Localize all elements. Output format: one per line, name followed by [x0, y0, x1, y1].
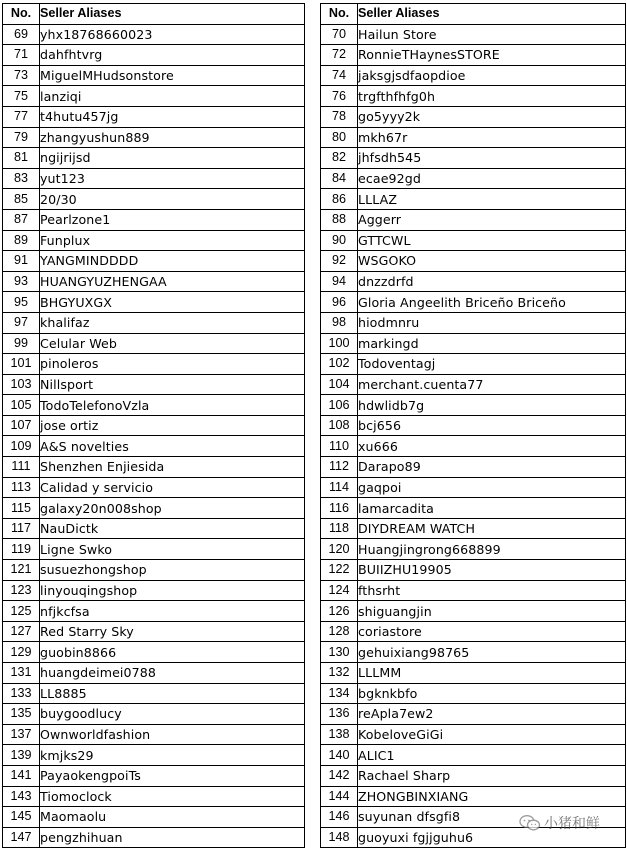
seller-alias: HUANGYUZHENGAA	[40, 271, 305, 292]
table-row	[321, 65, 626, 86]
table-row	[321, 230, 626, 251]
row-number: 96	[321, 292, 358, 313]
seller-alias: NauDictk	[40, 518, 305, 539]
row-number: 108	[321, 415, 358, 436]
row-number: 111	[3, 457, 40, 478]
seller-alias: BHGYUXGX	[40, 292, 305, 313]
table-row	[321, 457, 626, 478]
table-row	[321, 786, 626, 807]
seller-alias: go5yyy2k	[358, 106, 626, 127]
row-number: 136	[321, 704, 358, 725]
table-row	[321, 683, 626, 704]
seller-alias: pinoleros	[40, 354, 305, 375]
row-number: 114	[321, 477, 358, 498]
table-row	[3, 189, 305, 210]
seller-alias: pengzhihuan	[40, 827, 305, 848]
row-number: 112	[321, 457, 358, 478]
table-row	[3, 292, 305, 313]
seller-alias: gehuixiang98765	[358, 642, 626, 663]
row-number: 140	[321, 745, 358, 766]
seller-alias: guobin8866	[40, 642, 305, 663]
table-row	[321, 354, 626, 375]
row-number: 119	[3, 539, 40, 560]
seller-alias: nfjkcfsa	[40, 601, 305, 622]
row-number: 76	[321, 86, 358, 107]
row-number: 145	[3, 807, 40, 828]
table-row	[3, 65, 305, 86]
table-row	[321, 106, 626, 127]
seller-alias: bcj656	[358, 415, 626, 436]
seller-alias: LLLAZ	[358, 189, 626, 210]
table-row	[3, 724, 305, 745]
table-row	[3, 395, 305, 416]
seller-alias: guoyuxi fgjjguhu6	[358, 827, 626, 848]
row-number: 102	[321, 354, 358, 375]
row-number: 113	[3, 477, 40, 498]
seller-alias: Celular Web	[40, 333, 305, 354]
table-row	[321, 415, 626, 436]
seller-alias: KobeloveGiGi	[358, 724, 626, 745]
table-row	[3, 168, 305, 189]
seller-alias: merchant.cuenta77	[358, 374, 626, 395]
row-number: 79	[3, 127, 40, 148]
table-row	[3, 251, 305, 272]
row-number: 90	[321, 230, 358, 251]
seller-alias: coriastore	[358, 621, 626, 642]
table-row	[3, 230, 305, 251]
seller-alias: t4hutu457jg	[40, 106, 305, 127]
table-row	[3, 374, 305, 395]
row-number: 133	[3, 683, 40, 704]
table-row	[321, 292, 626, 313]
seller-alias: jhfsdh545	[358, 148, 626, 169]
table-row	[3, 312, 305, 333]
seller-alias: huangdeimei0788	[40, 663, 305, 684]
row-number: 98	[321, 312, 358, 333]
row-number: 134	[321, 683, 358, 704]
seller-alias: gaqpoi	[358, 477, 626, 498]
row-number: 91	[3, 251, 40, 272]
seller-alias: LL8885	[40, 683, 305, 704]
watermark	[519, 812, 623, 834]
table-row	[321, 436, 626, 457]
row-number: 87	[3, 209, 40, 230]
row-number: 123	[3, 580, 40, 601]
row-number: 116	[321, 498, 358, 519]
table-row	[3, 683, 305, 704]
row-number: 72	[321, 45, 358, 66]
row-number: 132	[321, 663, 358, 684]
seller-alias: jaksgjsdfaopdioe	[358, 65, 626, 86]
seller-alias: linyouqingshop	[40, 580, 305, 601]
row-number: 115	[3, 498, 40, 519]
table-row	[321, 189, 626, 210]
row-number: 95	[3, 292, 40, 313]
table-row	[321, 251, 626, 272]
seller-alias: galaxy20n008shop	[40, 498, 305, 519]
table-row	[3, 827, 305, 848]
row-number: 69	[3, 24, 40, 45]
table-row	[3, 704, 305, 725]
table-row	[3, 86, 305, 107]
table-row	[3, 477, 305, 498]
table-row	[3, 415, 305, 436]
row-number: 78	[321, 106, 358, 127]
seller-alias: reApla7ew2	[358, 704, 626, 725]
table-row	[321, 704, 626, 725]
row-number: 126	[321, 601, 358, 622]
table-row	[3, 807, 305, 828]
seller-alias: Aggerr	[358, 209, 626, 230]
row-number: 70	[321, 24, 358, 45]
table-row	[3, 745, 305, 766]
alias-header: Seller Aliases	[358, 4, 626, 25]
table-row	[3, 209, 305, 230]
table-row	[321, 148, 626, 169]
row-number: 124	[321, 580, 358, 601]
row-number: 117	[3, 518, 40, 539]
table-row	[3, 45, 305, 66]
table-row	[321, 560, 626, 581]
seller-alias: kmjks29	[40, 745, 305, 766]
seller-alias: Tiomoclock	[40, 786, 305, 807]
seller-alias: ALIC1	[358, 745, 626, 766]
table-row	[3, 333, 305, 354]
right-table-body	[321, 24, 626, 848]
row-number: 129	[3, 642, 40, 663]
table-row	[3, 498, 305, 519]
seller-alias: Hailun Store	[358, 24, 626, 45]
seller-alias: 20/30	[40, 189, 305, 210]
row-number: 86	[321, 189, 358, 210]
seller-alias: DIYDREAM WATCH	[358, 518, 626, 539]
row-number: 92	[321, 251, 358, 272]
seller-alias: LLLMM	[358, 663, 626, 684]
row-number: 130	[321, 642, 358, 663]
row-number: 99	[3, 333, 40, 354]
table-row	[321, 539, 626, 560]
alias-header: Seller Aliases	[40, 4, 305, 25]
row-number: 97	[3, 312, 40, 333]
seller-alias: ZHONGBINXIANG	[358, 786, 626, 807]
row-number: 138	[321, 724, 358, 745]
table-row	[321, 374, 626, 395]
row-number: 93	[3, 271, 40, 292]
seller-alias: xu666	[358, 436, 626, 457]
seller-alias: RonnieTHaynesSTORE	[358, 45, 626, 66]
seller-alias: lanziqi	[40, 86, 305, 107]
seller-alias: lamarcadita	[358, 498, 626, 519]
seller-alias: Pearlzone1	[40, 209, 305, 230]
row-number: 100	[321, 333, 358, 354]
table-row	[321, 209, 626, 230]
row-number: 109	[3, 436, 40, 457]
table-row	[3, 539, 305, 560]
seller-table-right	[320, 3, 626, 848]
seller-alias: A&S novelties	[40, 436, 305, 457]
table-row	[3, 560, 305, 581]
row-number: 125	[3, 601, 40, 622]
seller-alias: dahfhtvrg	[40, 45, 305, 66]
row-number: 105	[3, 395, 40, 416]
number-header: No.	[3, 4, 40, 25]
table-row	[321, 498, 626, 519]
seller-alias: Huangjingrong668899	[358, 539, 626, 560]
header-row	[3, 4, 305, 25]
table-row	[3, 106, 305, 127]
seller-alias: TodoTelefonoVzla	[40, 395, 305, 416]
seller-alias: Nillsport	[40, 374, 305, 395]
watermark-text: 小猪和鲜	[544, 816, 600, 832]
seller-alias: suyunan dfsgfi8	[358, 807, 626, 828]
wechat-logo-icon	[519, 814, 541, 832]
seller-alias: Maomaolu	[40, 807, 305, 828]
seller-alias: fthsrht	[358, 580, 626, 601]
table-row	[3, 127, 305, 148]
seller-alias: Funplux	[40, 230, 305, 251]
number-header: No.	[321, 4, 358, 25]
table-row	[321, 168, 626, 189]
seller-alias: Shenzhen Enjiesida	[40, 457, 305, 478]
row-number: 110	[321, 436, 358, 457]
row-number: 144	[321, 786, 358, 807]
table-row	[3, 518, 305, 539]
row-number: 131	[3, 663, 40, 684]
seller-alias: Gloria Angeelith Briceño Briceño	[358, 292, 626, 313]
row-number: 83	[3, 168, 40, 189]
table-row	[3, 354, 305, 375]
seller-alias: Darapo89	[358, 457, 626, 478]
row-number: 82	[321, 148, 358, 169]
row-number: 88	[321, 209, 358, 230]
table-row	[321, 86, 626, 107]
table-row	[321, 312, 626, 333]
seller-alias: trgfthfhfg0h	[358, 86, 626, 107]
row-number: 118	[321, 518, 358, 539]
seller-alias: mkh67r	[358, 127, 626, 148]
table-row	[321, 333, 626, 354]
row-number: 128	[321, 621, 358, 642]
seller-alias: hiodmnru	[358, 312, 626, 333]
seller-table-left	[2, 3, 305, 848]
row-number: 85	[3, 189, 40, 210]
seller-alias: GTTCWL	[358, 230, 626, 251]
seller-alias: BUIIZHU19905	[358, 560, 626, 581]
seller-alias: yut123	[40, 168, 305, 189]
seller-alias: zhangyushun889	[40, 127, 305, 148]
seller-alias: buygoodlucy	[40, 704, 305, 725]
table-row	[321, 127, 626, 148]
table-row	[321, 45, 626, 66]
seller-alias: markingd	[358, 333, 626, 354]
row-number: 104	[321, 374, 358, 395]
row-number: 89	[3, 230, 40, 251]
row-number: 120	[321, 539, 358, 560]
table-row	[3, 457, 305, 478]
seller-alias: WSGOKO	[358, 251, 626, 272]
seller-alias: yhx18768660023	[40, 24, 305, 45]
table-row	[321, 724, 626, 745]
row-number: 84	[321, 168, 358, 189]
table-row	[321, 518, 626, 539]
row-number: 141	[3, 765, 40, 786]
row-number: 146	[321, 807, 358, 828]
row-number: 75	[3, 86, 40, 107]
row-number: 147	[3, 827, 40, 848]
seller-alias: YANGMINDDDD	[40, 251, 305, 272]
table-row	[3, 148, 305, 169]
table-row	[3, 580, 305, 601]
seller-alias: Calidad y servicio	[40, 477, 305, 498]
table-row	[321, 395, 626, 416]
table-row	[321, 621, 626, 642]
row-number: 139	[3, 745, 40, 766]
table-row	[3, 271, 305, 292]
seller-alias: ecae92gd	[358, 168, 626, 189]
row-number: 81	[3, 148, 40, 169]
table-row	[3, 663, 305, 684]
table-row	[3, 436, 305, 457]
table-row	[321, 271, 626, 292]
row-number: 135	[3, 704, 40, 725]
table-row	[321, 24, 626, 45]
table-row	[321, 663, 626, 684]
row-number: 122	[321, 560, 358, 581]
row-number: 103	[3, 374, 40, 395]
row-number: 80	[321, 127, 358, 148]
header-row	[321, 4, 626, 25]
row-number: 121	[3, 560, 40, 581]
table-row	[321, 642, 626, 663]
table-row	[321, 580, 626, 601]
seller-alias: Red Starry Sky	[40, 621, 305, 642]
table-row	[321, 477, 626, 498]
seller-alias: Ownworldfashion	[40, 724, 305, 745]
seller-alias: hdwlidb7g	[358, 395, 626, 416]
seller-alias: PayaokengpoiTs	[40, 765, 305, 786]
seller-alias: Rachael Sharp	[358, 765, 626, 786]
seller-alias: susuezhongshop	[40, 560, 305, 581]
seller-alias: shiguangjin	[358, 601, 626, 622]
seller-alias: jose ortiz	[40, 415, 305, 436]
row-number: 101	[3, 354, 40, 375]
table-row	[3, 621, 305, 642]
seller-alias: MiguelMHudsonstore	[40, 65, 305, 86]
row-number: 127	[3, 621, 40, 642]
row-number: 74	[321, 65, 358, 86]
table-row	[321, 765, 626, 786]
table-row	[3, 601, 305, 622]
row-number: 106	[321, 395, 358, 416]
row-number: 107	[3, 415, 40, 436]
table-row	[3, 24, 305, 45]
row-number: 77	[3, 106, 40, 127]
seller-alias: khalifaz	[40, 312, 305, 333]
seller-alias: ngijrijsd	[40, 148, 305, 169]
table-row	[3, 786, 305, 807]
table-row	[321, 601, 626, 622]
row-number: 71	[3, 45, 40, 66]
table-row	[321, 745, 626, 766]
left-table-body	[3, 24, 305, 848]
seller-alias: Todoventagj	[358, 354, 626, 375]
row-number: 73	[3, 65, 40, 86]
seller-alias: dnzzdrfd	[358, 271, 626, 292]
table-row	[3, 765, 305, 786]
row-number: 142	[321, 765, 358, 786]
row-number: 137	[3, 724, 40, 745]
row-number: 143	[3, 786, 40, 807]
row-number: 94	[321, 271, 358, 292]
row-number: 148	[321, 827, 358, 848]
seller-alias: bgknkbfo	[358, 683, 626, 704]
seller-alias: Ligne Swko	[40, 539, 305, 560]
table-row	[3, 642, 305, 663]
